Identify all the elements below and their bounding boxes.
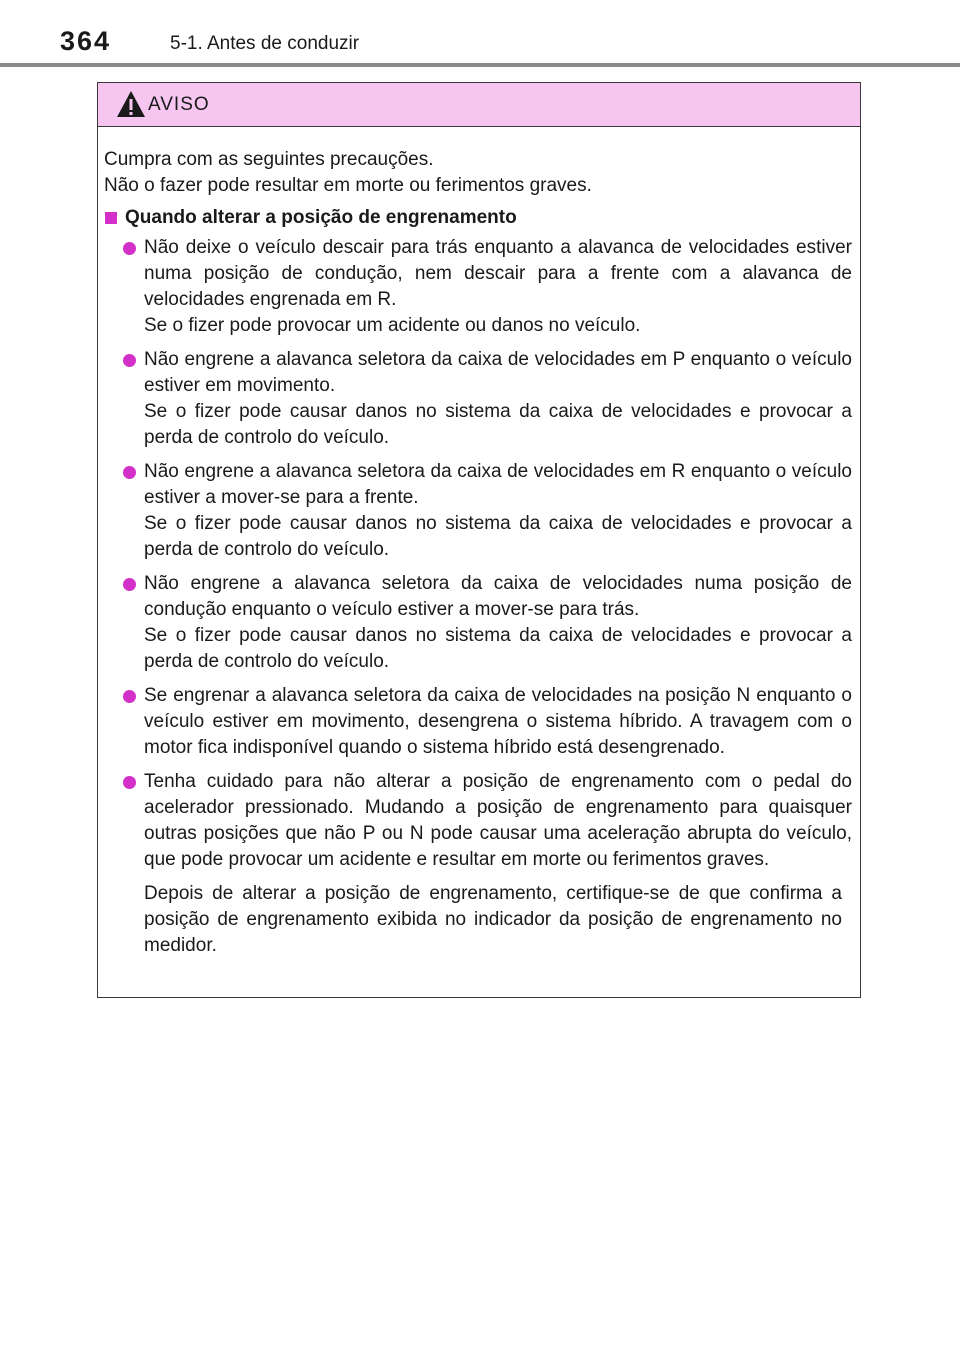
- warning-triangle-icon: [116, 90, 146, 118]
- page-number: 364: [60, 26, 112, 56]
- header-divider: [0, 63, 960, 67]
- note-paragraph: Depois de alterar a posição de engrenamento, certifique-se de que confirma a posição de engrenamento exibida no indicador da posição de engrenamento no medidor.: [144, 883, 842, 956]
- bullet-item: [104, 769, 852, 873]
- bullet-text: Tenha cuidado para não alterar a posição de engrenamento com o pedal do acelerador pressionado. Mudando a posição de engrenamento para quaisquer outras posições que não P ou N pode causar uma aceleração abrupta do veículo, que pode provocar um acidente e resultar em morte ou ferimentos graves.: [144, 771, 852, 870]
- subheading: [104, 205, 852, 231]
- intro-line: Não o fazer pode resultar em morte ou ferimentos graves.: [104, 175, 592, 196]
- circle-bullet-icon: [123, 776, 136, 789]
- intro-line: Cumpra com as seguintes precauções.: [104, 149, 434, 170]
- bullet-item: [104, 235, 852, 339]
- bullet-text: Não engrene a alavanca seletora da caixa de velocidades numa posição de condução enquanto o veículo estiver a mover-se para trás.: [144, 573, 852, 620]
- circle-bullet-icon: [123, 690, 136, 703]
- square-bullet-icon: [105, 212, 117, 224]
- bullet-text: Não engrene a alavanca seletora da caixa de velocidades em R enquanto o veículo estiver a mover-se para a frente.: [144, 461, 852, 508]
- warning-body: [98, 127, 860, 959]
- bullet-consequence: Se o fizer pode causar danos no sistema da caixa de velocidades e provocar a perda de controlo do veículo.: [144, 625, 852, 672]
- bullet-consequence: Se o fizer pode causar danos no sistema da caixa de velocidades e provocar a perda de controlo do veículo.: [144, 401, 852, 448]
- warning-header: [98, 83, 860, 127]
- circle-bullet-icon: [123, 578, 136, 591]
- bullet-item: [104, 571, 852, 675]
- circle-bullet-icon: [123, 242, 136, 255]
- bullet-item: [104, 347, 852, 451]
- bullet-consequence: Se o fizer pode causar danos no sistema da caixa de velocidades e provocar a perda de controlo do veículo.: [144, 513, 852, 560]
- bullet-item: [104, 459, 852, 563]
- bullet-item: [104, 683, 852, 761]
- bullet-text: Não engrene a alavanca seletora da caixa de velocidades em P enquanto o veículo estiver em movimento.: [144, 349, 852, 396]
- section-title: 5-1. Antes de conduzir: [170, 33, 360, 54]
- page-header: [0, 0, 960, 70]
- circle-bullet-icon: [123, 466, 136, 479]
- bullet-text: Se engrenar a alavanca seletora da caixa de velocidades na posição N enquanto o veículo estiver em movimento, desengrena o sistema híbrido. A travagem com o motor fica indisponível quando o sistema híbrido está desengrenado.: [144, 685, 852, 758]
- subheading-text: Quando alterar a posição de engrenamento: [125, 207, 517, 228]
- bullet-consequence: Se o fizer pode provocar um acidente ou danos no veículo.: [144, 315, 641, 336]
- warning-title: AVISO: [148, 94, 210, 115]
- warning-box: [97, 82, 861, 998]
- bullet-text: Não deixe o veículo descair para trás enquanto a alavanca de velocidades estiver numa posição de condução, nem descair para a frente com a alavanca de velocidades engrenada em R.: [144, 237, 852, 310]
- circle-bullet-icon: [123, 354, 136, 367]
